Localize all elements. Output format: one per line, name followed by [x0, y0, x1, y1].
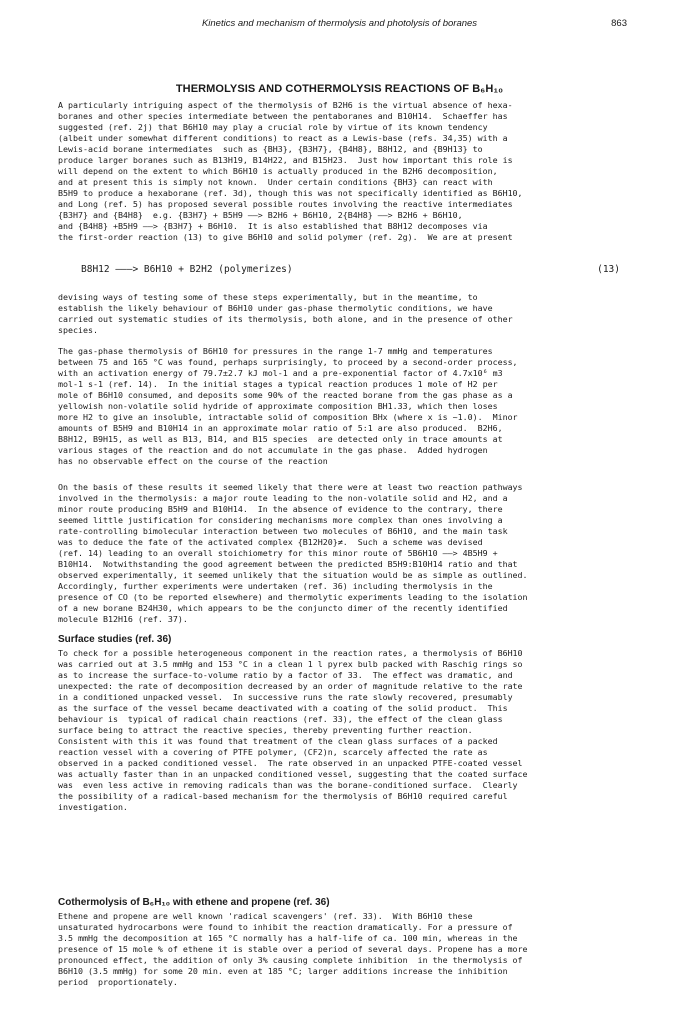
text-line: involved in the thermolysis: a major route leading to the non-volatile solid and H2, and a	[58, 493, 508, 503]
text-line: yellowish non-volatile solid hydride of approximate composition BH1.33, which then loses	[58, 401, 498, 411]
text-line: seemed little justification for considering mechanisms more complex than ones involving a	[58, 515, 503, 525]
text-line: establish the likely behaviour of B6H10 under gas-phase thermolytic conditions, we have	[58, 303, 493, 313]
text-line: mole of B6H10 consumed, and deposits some 90% of the reacted borane from the gas phase as a	[58, 390, 513, 400]
text-line: was to deduce the fate of the activated complex {B12H20}≠. Such a scheme was devised	[58, 537, 483, 547]
page-number: 863	[611, 18, 627, 29]
text-line: B8H12, B9H15, as well as B13, B14, and B15 species are detected only in trace amounts at	[58, 434, 503, 444]
text-line: between 75 and 165 °C was found, perhaps surprisingly, to proceed by a second-order process,	[58, 357, 518, 367]
equation-13	[58, 264, 628, 280]
text-line: molecule B12H16 (ref. 37).	[58, 614, 188, 624]
text-line: devising ways of testing some of these steps experimentally, but in the meantime, to	[58, 292, 478, 302]
text-line: investigation.	[58, 802, 128, 812]
text-line: suggested (ref. 2j) that B6H10 may play a crucial role by virtue of its known tendency	[58, 122, 488, 132]
text-line: boranes and other species intermediate between the pentaboranes and B10H14. Schaeffer has	[58, 111, 508, 121]
text-line: pronounced effect, the addition of only 3% causing complete inhibition in the thermolysis of	[58, 955, 523, 965]
text-line: period proportionately.	[58, 977, 178, 987]
text-line: The gas-phase thermolysis of B6H10 for pressures in the range 1-7 mmHg and temperatures	[58, 346, 493, 356]
text-line: has no observable effect on the course of the reaction	[58, 456, 328, 466]
text-line: On the basis of these results it seemed likely that there were at least two reaction pathways	[58, 482, 523, 492]
text-line: as to increase the surface-to-volume ratio by a factor of 33. The effect was dramatic, and	[58, 670, 513, 680]
text-line: and at present this is simply not known. Under certain conditions {BH3} can react with	[58, 177, 493, 187]
paragraph-after-equation	[58, 292, 628, 336]
subsection-title-surface: Surface studies (ref. 36)	[58, 634, 172, 645]
text-line: B10H14. Notwithstanding the good agreement between the predicted B5H9:B10H14 ratio and that	[58, 559, 518, 569]
text-line: B5H9 to produce a hexaborane (ref. 3d), though this was not specifically identified as B6H10,	[58, 188, 523, 198]
text-line: mol-1 s-1 (ref. 14). In the initial stages a typical reaction produces 1 mole of H2 per	[58, 379, 498, 389]
running-title: Kinetics and mechanism of thermolysis and photolysis of boranes	[201, 18, 478, 29]
paragraph-gas-phase	[58, 346, 628, 467]
paragraph-intro	[58, 100, 628, 243]
text-line: {B3H7} and {B4H8} e.g. {B3H7} + B5H9 ——> B2H6 + B6H10, 2{B4H8} ——> B2H6 + B6H10,	[58, 210, 463, 220]
text-line: of a new borane B24H30, which appears to be the conjuncto dimer of the recently identified	[58, 603, 508, 613]
text-line: was even less active in removing radicals than was the borane-conditioned surface. Clearly	[58, 780, 518, 790]
text-line: various stages of the reaction and do not accumulate in the gas phase. Added hydrogen	[58, 445, 488, 455]
text-line: observed experimentally, it seemed unlikely that the situation would be as simple as outlined.	[58, 570, 528, 580]
text-line: presence of CO (to be reported elsewhere) and thermolytic experiments leading to the isolation	[58, 592, 528, 602]
text-line: Accordingly, further experiments were undertaken (ref. 36) including thermolysis in the	[58, 581, 493, 591]
text-line: presence of 15 mole % of ethene it is stable over a period of several days. Propene has a more	[58, 944, 528, 954]
text-line: carried out systematic studies of its thermolysis, both alone, and in the presence of other	[58, 314, 513, 324]
text-line: Lewis-acid borane intermediates such as {BH3}, {B3H7}, {B4H8}, B8H12, and {B9H13} to	[58, 144, 483, 154]
text-line: Ethene and propene are well known 'radical scavengers' (ref. 33). With B6H10 these	[58, 911, 473, 921]
text-line: (ref. 14) leading to an overall stoichiometry for this minor route of 5B6H10 ——> 4B5H9 +	[58, 548, 498, 558]
text-line: was actually faster than in an unpacked conditioned vessel, suggesting that the coated surface	[58, 769, 528, 779]
text-line: unexpected: the rate of decomposition decreased by an order of magnitude relative to the rate	[58, 681, 523, 691]
text-line: with an activation energy of 79.7±2.7 kJ mol-1 and a pre-exponential factor of 4.7x10⁶ m3	[58, 368, 503, 378]
text-line: more H2 to give an insoluble, intractable solid of composition BHx (where x is ~1.0). Minor	[58, 412, 518, 422]
text-line: A particularly intriguing aspect of the thermolysis of B2H6 is the virtual absence of hexa-	[58, 100, 513, 110]
text-line: and {B4H8} +B5H9 ——> {B3H7} + B6H10. It is also established that B8H12 decomposes via	[58, 221, 488, 231]
equation-number: (13)	[597, 264, 620, 275]
text-line: amounts of B5H9 and B10H14 in an approximate molar ratio of 5:1 are also produced. B2H6,	[58, 423, 503, 433]
text-line: surface being to attract the reactive species, thereby preventing further reaction.	[58, 725, 473, 735]
text-line: will depend on the extent to which B6H10 is actually produced in the B2H6 decomposition,	[58, 166, 498, 176]
paragraph-cothermolysis	[58, 911, 628, 988]
text-line: unsaturated hydrocarbons were found to inhibit the reaction dramatically. For a pressure of	[58, 922, 513, 932]
text-line: was carried out at 3.5 mmHg and 153 °C in a clean 1 l pyrex bulb packed with Raschig rings so	[58, 659, 523, 669]
text-line: Consistent with this it was found that treatment of the clean glass surfaces of a packed	[58, 736, 498, 746]
subsection-title-cothermolysis: Cothermolysis of B₆H₁₀ with ethene and propene (ref. 36)	[58, 897, 330, 908]
text-line: behaviour is typical of radical chain reactions (ref. 33), the effect of the clean glass	[58, 714, 503, 724]
text-line: (albeit under somewhat different conditions) to react as a Lewis-base (refs. 34,35) with a	[58, 133, 508, 143]
text-line: in a conditioned unpacked vessel. In successive runs the rate slowly recovered, presumably	[58, 692, 513, 702]
text-line: reaction vessel with a covering of PTFE polymer, (CF2)n, scarcely affected the rate as	[58, 747, 488, 757]
text-line: minor route producing B5H9 and B10H14. In the absence of evidence to the contrary, there	[58, 504, 503, 514]
section-title: THERMOLYSIS AND COTHERMOLYSIS REACTIONS OF B₆H₁₀	[175, 83, 504, 95]
paragraph-reaction-pathways	[58, 482, 628, 625]
text-line: and Long (ref. 5) has proposed several possible routes involving the reactive intermediates	[58, 199, 513, 209]
text-line: produce larger boranes such as B13H19, B14H22, and B15H23. Just how important this role is	[58, 155, 513, 165]
equation-text: B8H12 ———> B6H10 + B2H2 (polymerizes)	[81, 264, 293, 275]
text-line: species.	[58, 325, 98, 335]
text-line: as the surface of the vessel became deactivated with a coating of the solid product. This	[58, 703, 508, 713]
paragraph-surface-studies	[58, 648, 628, 813]
text-line: observed in a packed conditioned vessel. The rate observed in an unpacked PTFE-coated vessel	[58, 758, 523, 768]
text-line: 3.5 mmHg the decomposition at 165 °C normally has a half-life of ca. 100 min, whereas in the	[58, 933, 518, 943]
text-line: the possibility of a radical-based mechanism for the thermolysis of B6H10 required careful	[58, 791, 508, 801]
text-line: To check for a possible heterogeneous component in the reaction rates, a thermolysis of B6H10	[58, 648, 523, 658]
text-line: B6H10 (3.5 mmHg) for some 20 min. even at 185 °C; larger additions increase the inhibition	[58, 966, 508, 976]
text-line: the first-order reaction (13) to give B6H10 and solid polymer (ref. 2g). We are at present	[58, 232, 513, 242]
text-line: rate-controlling bimolecular interaction between two molecules of B6H10, and the main task	[58, 526, 508, 536]
